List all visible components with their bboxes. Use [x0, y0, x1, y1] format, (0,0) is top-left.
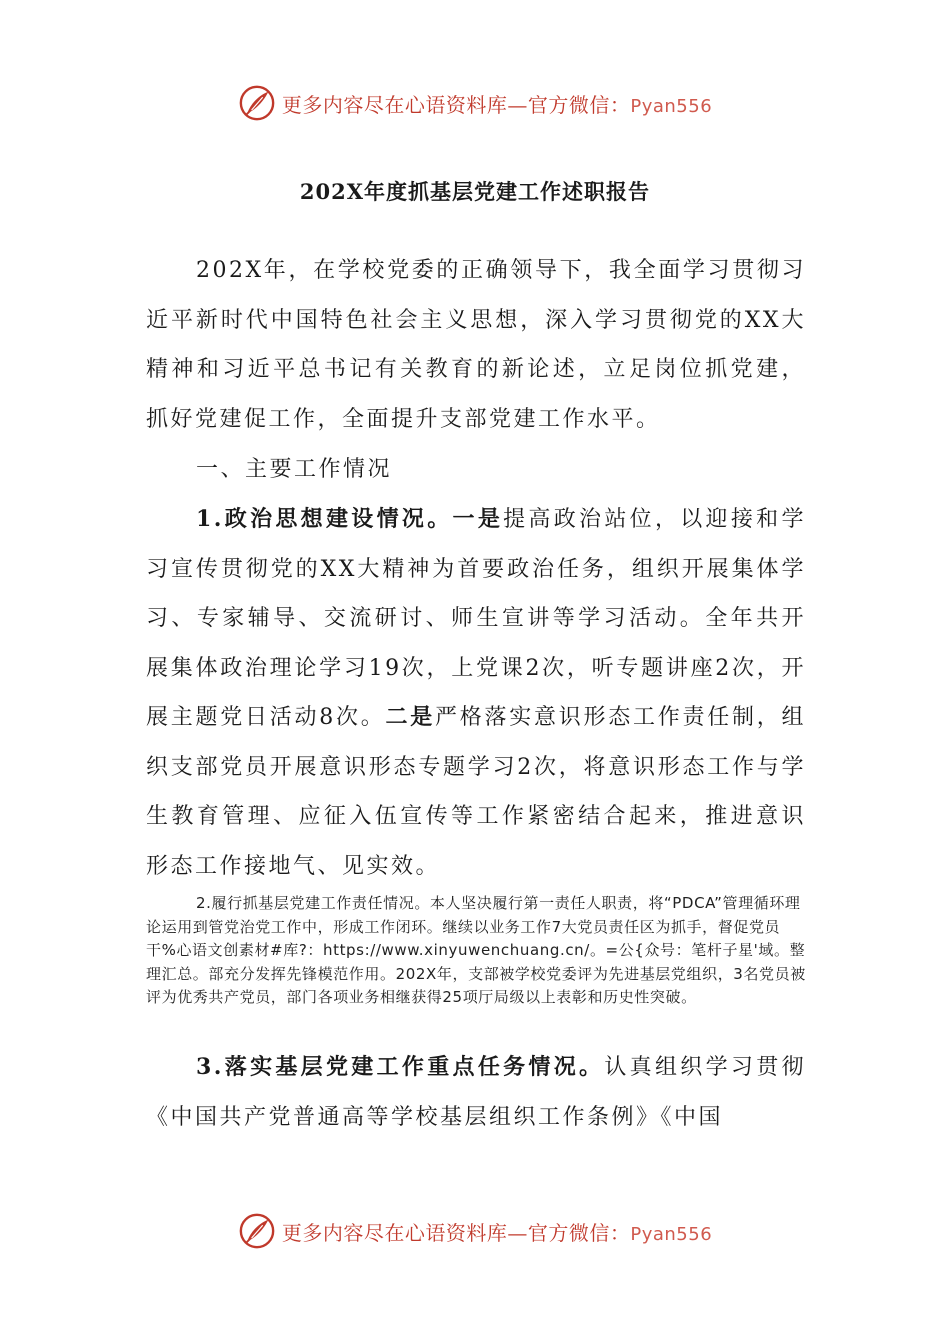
- feather-pen-logo-icon: [238, 1212, 276, 1250]
- item1-lead-first: 一是: [452, 506, 504, 532]
- paragraph-key-tasks: [146, 1043, 806, 1142]
- watermark-header: [0, 84, 950, 122]
- section-heading-main-work: 一、主要工作情况: [196, 457, 393, 482]
- watermark-footer: [0, 1212, 950, 1250]
- paragraph-political-construction: [146, 495, 806, 891]
- item1-text-first: 提高政治站位，以迎接和学习宣传贯彻党的XX大精神为首要政治任务，组织开展集体学习、专家辅导、交流研讨、师生宣讲等学习活动。全年共开展集体政治理论学习19次，上党课2次，听专题讲座2次，开展主题党日活动8次。: [146, 507, 806, 730]
- item1-lead-second: 二是: [385, 704, 435, 730]
- watermark-code: Pyan556: [630, 1223, 713, 1245]
- document-title: 202X年度抓基层党建工作述职报告: [299, 179, 651, 204]
- item3-text: 认真组织学习贯彻《中国共产党普通高等学校基层组织工作条例》《中国: [146, 1055, 806, 1130]
- watermark-code: Pyan556: [630, 95, 713, 117]
- item1-heading: 1.政治思想建设情况。: [196, 506, 453, 532]
- intro-paragraph: 202X年，在学校党委的正确领导下，我全面学习贯彻习近平新时代中国特色社会主义思想，深入学习贯彻党的XX大精神和习近平总书记有关教育的新论述，立足岗位抓党建，抓好党建促工作，全面提升支部党建工作水平。: [146, 258, 806, 432]
- item3-heading: 3.落实基层党建工作重点任务情况。: [196, 1054, 605, 1080]
- watermark-text: 更多内容尽在心语资料库—官方微信：Pyan556: [281, 1220, 713, 1245]
- watermark-text: 更多内容尽在心语资料库—官方微信：Pyan556: [281, 92, 713, 117]
- item1-text-second: 严格落实意识形态工作责任制，组织支部党员开展意识形态专题学习2次，将意识形态工作与学生教育管理、应征入伍宣传等工作紧密结合起来，推进意识形态工作接地气、见实效。: [146, 705, 806, 879]
- paragraph-responsibility: 2.履行抓基层党建工作责任情况。本人坚决履行第一责任人职责，将“PDCA”管理循环理论运用到管党治党工作中，形成工作闭环。继续以业务工作7大党员责任区为抓手，督促党员干%心语文创素材#库?：https://www.xinyuwenchuang.cn/。=公{众号：笔杆子星'域。整理汇总。部充分发挥先锋模范作用。202X年，支部被学校党委评为先进基层党组织，3名党员被评为优秀共产党员，部门各项业务相继获得25项厅局级以上表彰和历史性突破。: [146, 894, 806, 1006]
- feather-pen-logo-icon: [238, 84, 276, 122]
